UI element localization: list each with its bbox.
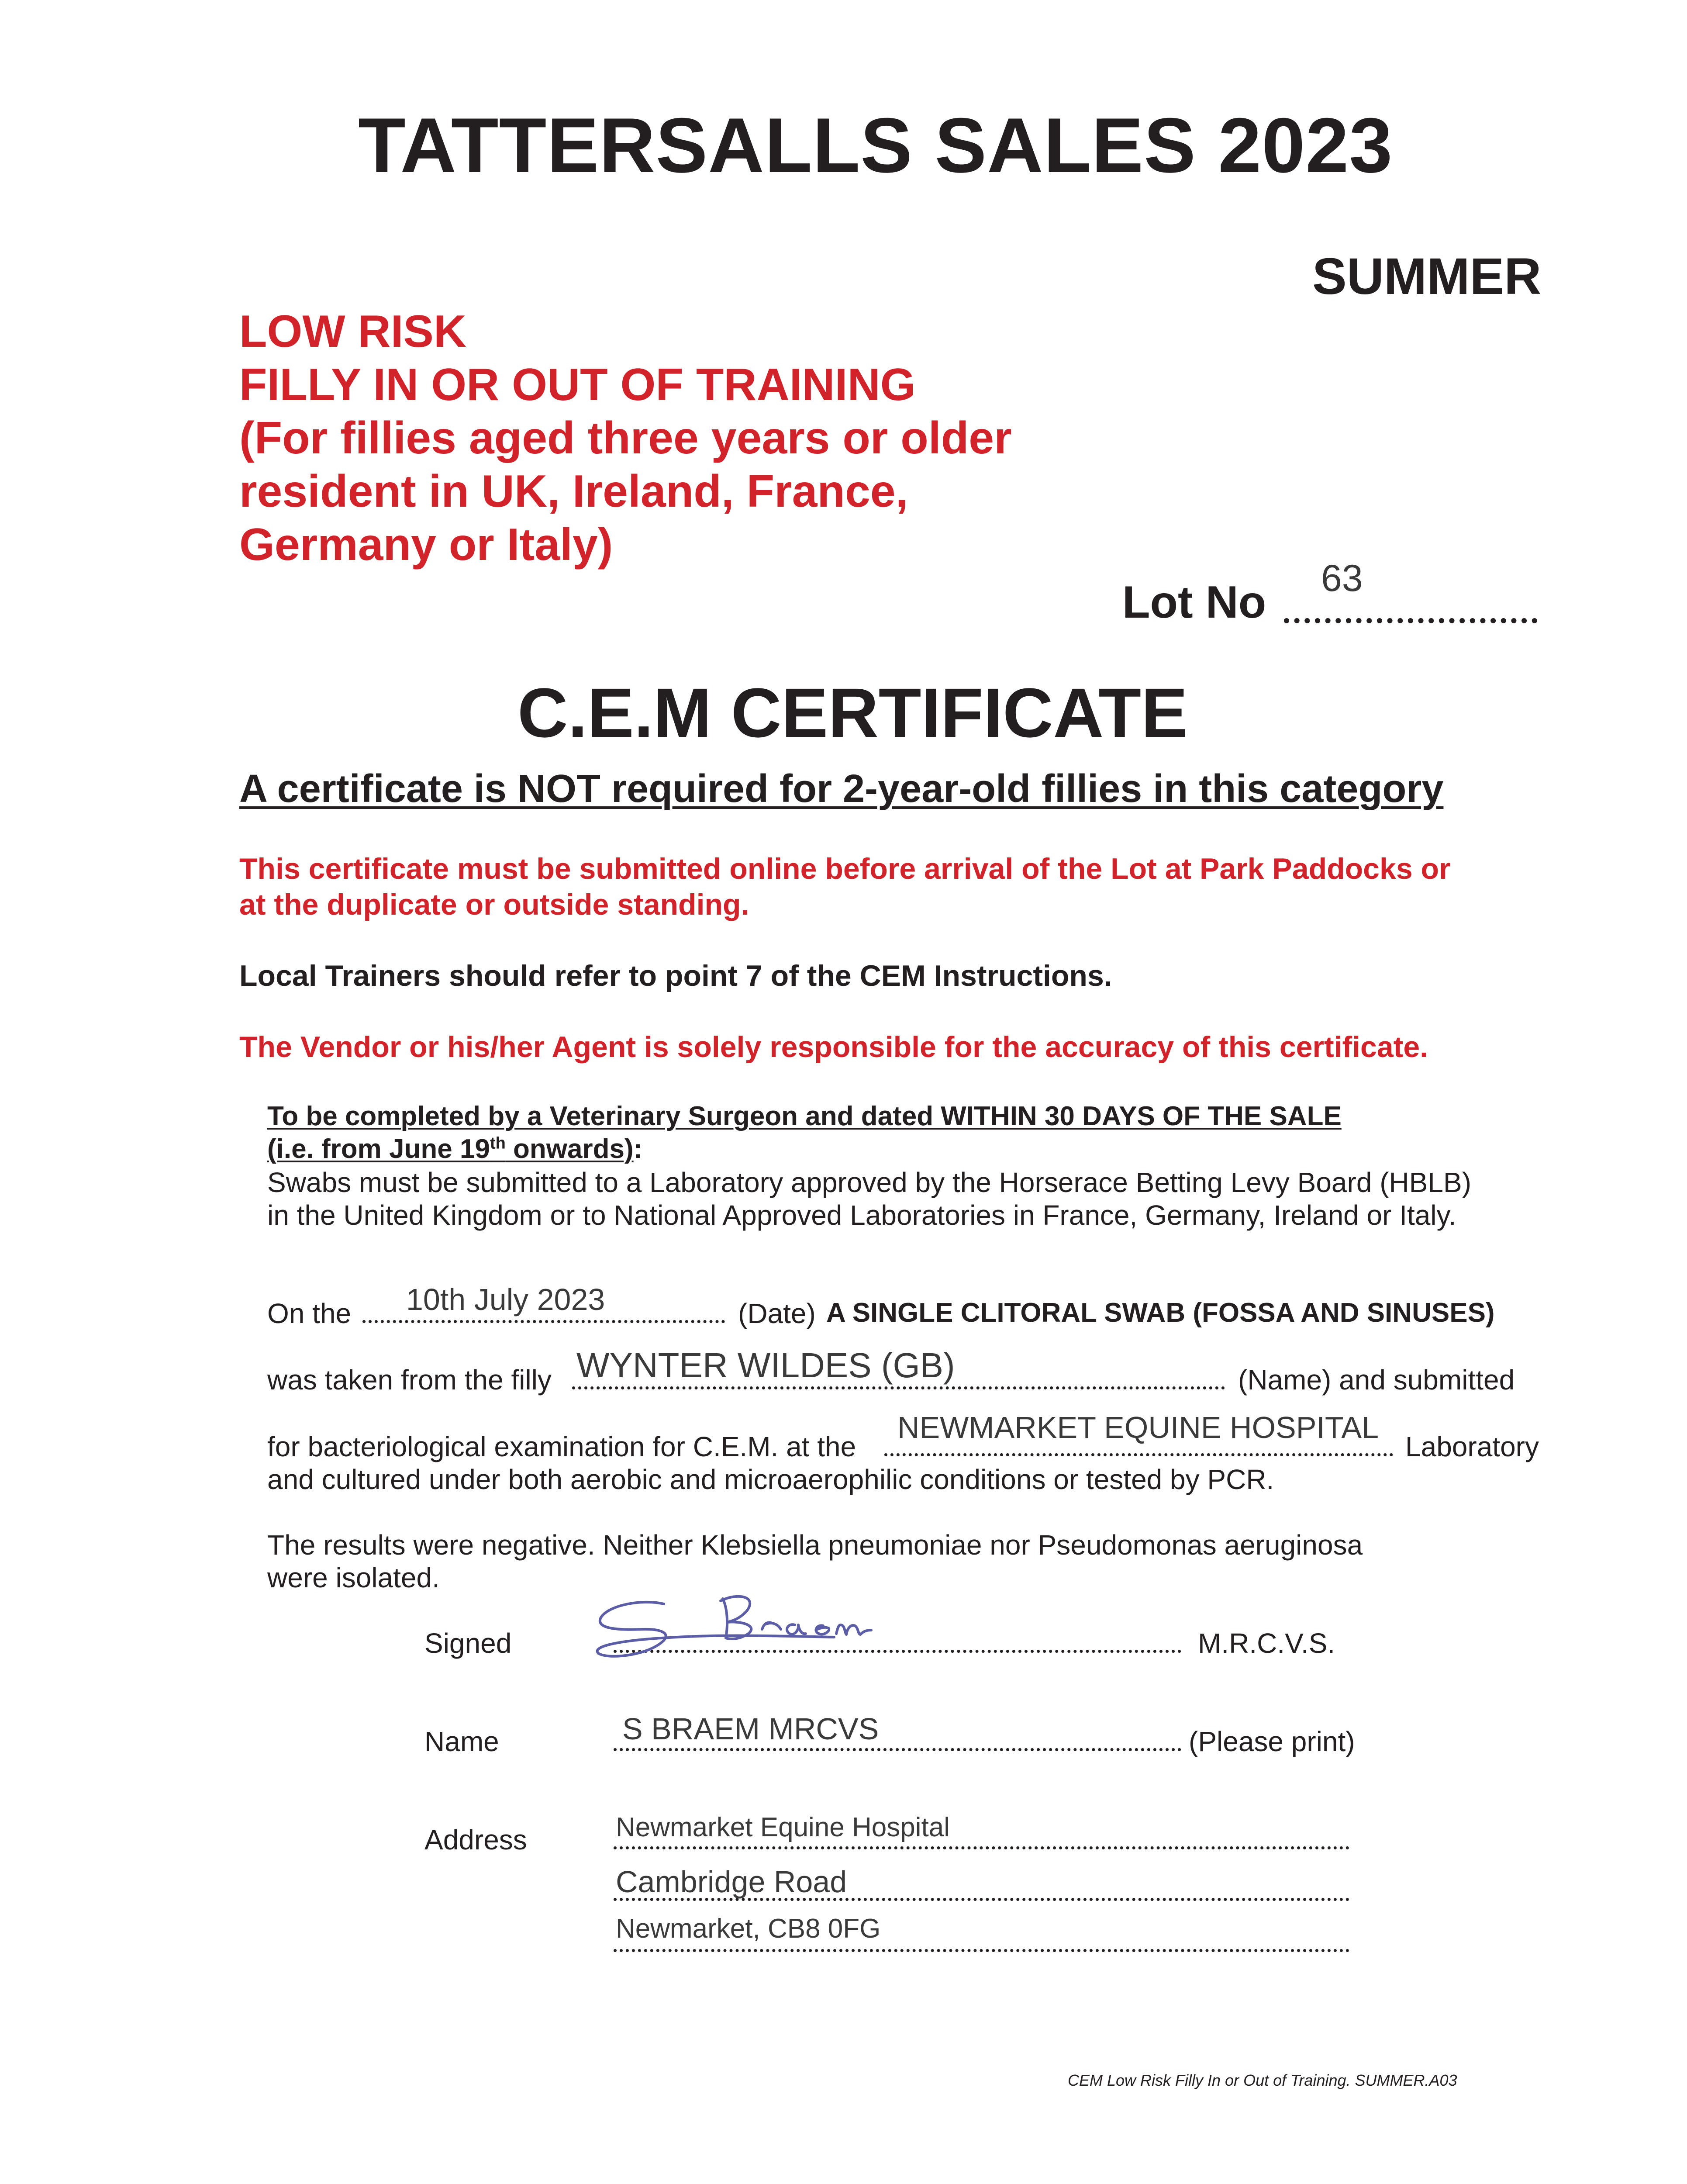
vendor-notice: The Vendor or his/her Agent is solely responsible for the accuracy of this certificate. — [239, 1030, 1428, 1064]
cultured-text: and cultured under both aerobic and microaerophilic conditions or tested by PCR. — [267, 1464, 1274, 1495]
date-value: 10th July 2023 — [406, 1282, 605, 1317]
signed-label: Signed — [424, 1628, 512, 1659]
name-submitted-label: (Name) and submitted — [1238, 1364, 1515, 1396]
date-dotted-line — [362, 1320, 725, 1323]
results-line-2: were isolated. — [267, 1562, 440, 1593]
certificate-subtitle: A certificate is NOT required for 2-year-old fillies in this category — [239, 767, 1444, 811]
form-reference: CEM Low Risk Filly In or Out of Training. SUMMER.A03 — [1068, 2071, 1457, 2089]
date-label: (Date) — [738, 1298, 816, 1329]
laboratory-label: Laboratory — [1405, 1431, 1539, 1462]
mrcvs-label: M.R.C.V.S. — [1198, 1628, 1335, 1659]
swab-description: A SINGLE CLITORAL SWAB (FOSSA AND SINUSES) — [826, 1298, 1495, 1328]
instructions-heading-line-2: (i.e. from June 19th onwards): — [267, 1134, 643, 1164]
examination-label: for bacteriological examination for C.E.M. at the — [267, 1431, 856, 1462]
vet-name-dotted-line — [614, 1748, 1181, 1751]
category-line-4: resident in UK, Ireland, France, — [239, 466, 908, 517]
address-line-1: Newmarket Equine Hospital — [616, 1812, 950, 1842]
address-line-3: Newmarket, CB8 0FG — [616, 1914, 881, 1944]
category-line-5: Germany or Italy) — [239, 519, 613, 570]
lot-label: Lot No — [1122, 577, 1266, 628]
category-line-1: LOW RISK — [239, 306, 466, 357]
laboratory-name: NEWMARKET EQUINE HOSPITAL — [897, 1410, 1379, 1444]
lot-dotted-line — [1284, 618, 1537, 623]
swabs-line-1: Swabs must be submitted to a Laboratory approved by the Horserace Betting Levy Board (HBLB) — [267, 1167, 1471, 1198]
filly-name-dotted-line — [572, 1386, 1225, 1389]
taken-from-label: was taken from the filly — [267, 1364, 552, 1396]
address-line-2: Cambridge Road — [616, 1865, 847, 1899]
certificate-title: C.E.M CERTIFICATE — [517, 674, 1188, 752]
please-print-label: (Please print) — [1189, 1726, 1355, 1757]
filly-name: WYNTER WILDES (GB) — [576, 1346, 955, 1385]
vet-signature-image — [590, 1581, 930, 1664]
address-label: Address — [424, 1824, 527, 1856]
vet-name: S BRAEM MRCVS — [622, 1712, 879, 1746]
swabs-line-2: in the United Kingdom or to National Approved Laboratories in France, Germany, Ireland or Italy. — [267, 1199, 1456, 1231]
laboratory-dotted-line — [884, 1453, 1393, 1456]
results-line-1: The results were negative. Neither Klebsiella pneumoniae nor Pseudomonas aeruginosa — [267, 1529, 1363, 1561]
address-dotted-line-1 — [614, 1846, 1349, 1849]
address-dotted-line-3 — [614, 1949, 1349, 1952]
category-line-2: FILLY IN OR OUT OF TRAINING — [239, 359, 916, 410]
instructions-heading-date: (i.e. from June 19th onwards) — [267, 1134, 634, 1164]
category-line-3: (For fillies aged three years or older — [239, 413, 1012, 463]
instructions-heading-line-1: To be completed by a Veterinary Surgeon and dated WITHIN 30 DAYS OF THE SALE — [267, 1101, 1342, 1131]
local-trainers-note: Local Trainers should refer to point 7 of the CEM Instructions. — [239, 959, 1112, 992]
page-title: TATTERSALLS SALES 2023 — [358, 102, 1393, 189]
sale-name: SUMMER — [1312, 248, 1542, 305]
name-label: Name — [424, 1726, 499, 1757]
submit-notice-line-1: This certificate must be submitted online before arrival of the Lot at Park Paddocks or — [239, 852, 1451, 885]
submit-notice-line-2: at the duplicate or outside standing. — [239, 888, 749, 921]
lot-number: 63 — [1321, 557, 1363, 599]
on-the-label: On the — [267, 1298, 352, 1329]
